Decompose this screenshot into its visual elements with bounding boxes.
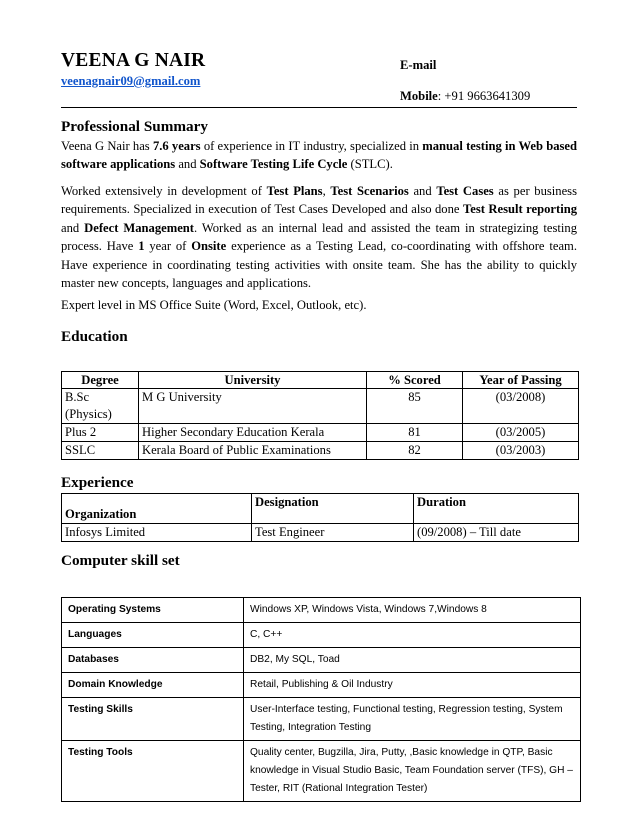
- education-table: [61, 371, 579, 460]
- university-cell: Kerala Board of Public Examinations: [139, 442, 367, 460]
- degree-text: B.Sc: [65, 390, 90, 404]
- table-row: [62, 673, 581, 698]
- mobile-label: Mobile: [400, 89, 438, 103]
- year-cell: (03/2008): [463, 389, 579, 424]
- table-header-row: [62, 372, 579, 389]
- column-header-score: % Scored: [367, 372, 463, 389]
- table-row: [62, 741, 581, 802]
- skill-category: Domain Knowledge: [62, 673, 244, 698]
- university-cell: M G University: [139, 389, 367, 424]
- table-header-row: [62, 494, 579, 524]
- table-row: [62, 424, 579, 442]
- skill-value: Quality center, Bugzilla, Jira, Putty, ,Basic knowledge in QTP, Basic knowledge in Visual Studio Basic, Team Foundation server (TFS), GH – Tester, RIT (Rational Integration Tester): [244, 741, 581, 802]
- email-label: E-mail: [400, 58, 437, 72]
- table-row: [62, 623, 581, 648]
- column-header-year: Year of Passing: [463, 372, 579, 389]
- summary-paragraph-3: Expert level in MS Office Suite (Word, Excel, Outlook, etc).: [61, 298, 367, 312]
- year-cell: (03/2003): [463, 442, 579, 460]
- table-row: [62, 389, 579, 424]
- column-header-duration: Duration: [414, 494, 579, 524]
- score-cell: 85: [367, 389, 463, 424]
- table-row: [62, 442, 579, 460]
- summary-paragraph-1: Veena G Nair has 7.6 years of experience in IT industry, specialized in manual testing in Web based software applications and Software Testing Life Cycle (STLC).: [61, 139, 577, 172]
- university-cell: Higher Secondary Education Kerala: [139, 424, 367, 442]
- education-heading: Education: [61, 328, 128, 345]
- table-row: [62, 524, 579, 542]
- column-header-designation: Designation: [252, 494, 414, 524]
- designation-cell: Test Engineer: [252, 524, 414, 542]
- summary-paragraph-2: Worked extensively in development of Test Plans, Test Scenarios and Test Cases as per business requirements. Specialized in execution of Test Cases Developed and also done Test Result reporting and Defect Management. Worked as an internal lead and assisted the team in strategizing testing process. Have 1 year of Onsite experience as a Testing Lead, co-coordinating with offshore team. Have experience in coordinating testing activities with onsite team. She has the ability to quickly master new concepts, languages and applications.: [61, 184, 578, 291]
- skill-value: Retail, Publishing & Oil Industry: [244, 673, 581, 698]
- duration-cell: (09/2008) – Till date: [414, 524, 579, 542]
- table-row: [62, 698, 581, 741]
- experience-table: [61, 493, 579, 542]
- skill-value: User-Interface testing, Functional testing, Regression testing, System Testing, Integration Testing: [244, 698, 581, 741]
- skill-category: Testing Skills: [62, 698, 244, 741]
- degree-cell: Plus 2: [62, 424, 139, 442]
- degree-cell: [62, 389, 139, 424]
- column-header-degree: Degree: [62, 372, 139, 389]
- score-cell: 81: [367, 424, 463, 442]
- column-header-university: University: [139, 372, 367, 389]
- skill-category: Languages: [62, 623, 244, 648]
- column-header-organization: Organization: [62, 494, 252, 524]
- degree-subject: (Physics): [65, 407, 112, 421]
- degree-cell: SSLC: [62, 442, 139, 460]
- skill-category: Testing Tools: [62, 741, 244, 802]
- skill-value: DB2, My SQL, Toad: [244, 648, 581, 673]
- skill-value: Windows XP, Windows Vista, Windows 7,Windows 8: [244, 598, 581, 623]
- skills-heading: Computer skill set: [61, 552, 180, 569]
- organization-cell: Infosys Limited: [62, 524, 252, 542]
- summary-heading: Professional Summary: [61, 118, 208, 135]
- table-row: [62, 598, 581, 623]
- year-cell: (03/2005): [463, 424, 579, 442]
- skill-value: C, C++: [244, 623, 581, 648]
- skills-table: [61, 597, 581, 802]
- skill-category: Operating Systems: [62, 598, 244, 623]
- resume-header: [61, 0, 577, 108]
- mobile-line: [400, 89, 530, 104]
- email-link[interactable]: veenagnair09@gmail.com: [61, 74, 201, 88]
- score-cell: 82: [367, 442, 463, 460]
- candidate-name: VEENA G NAIR: [61, 50, 206, 71]
- table-row: [62, 648, 581, 673]
- skill-category: Databases: [62, 648, 244, 673]
- mobile-number: : +91 9663641309: [437, 89, 531, 103]
- experience-heading: Experience: [61, 474, 134, 491]
